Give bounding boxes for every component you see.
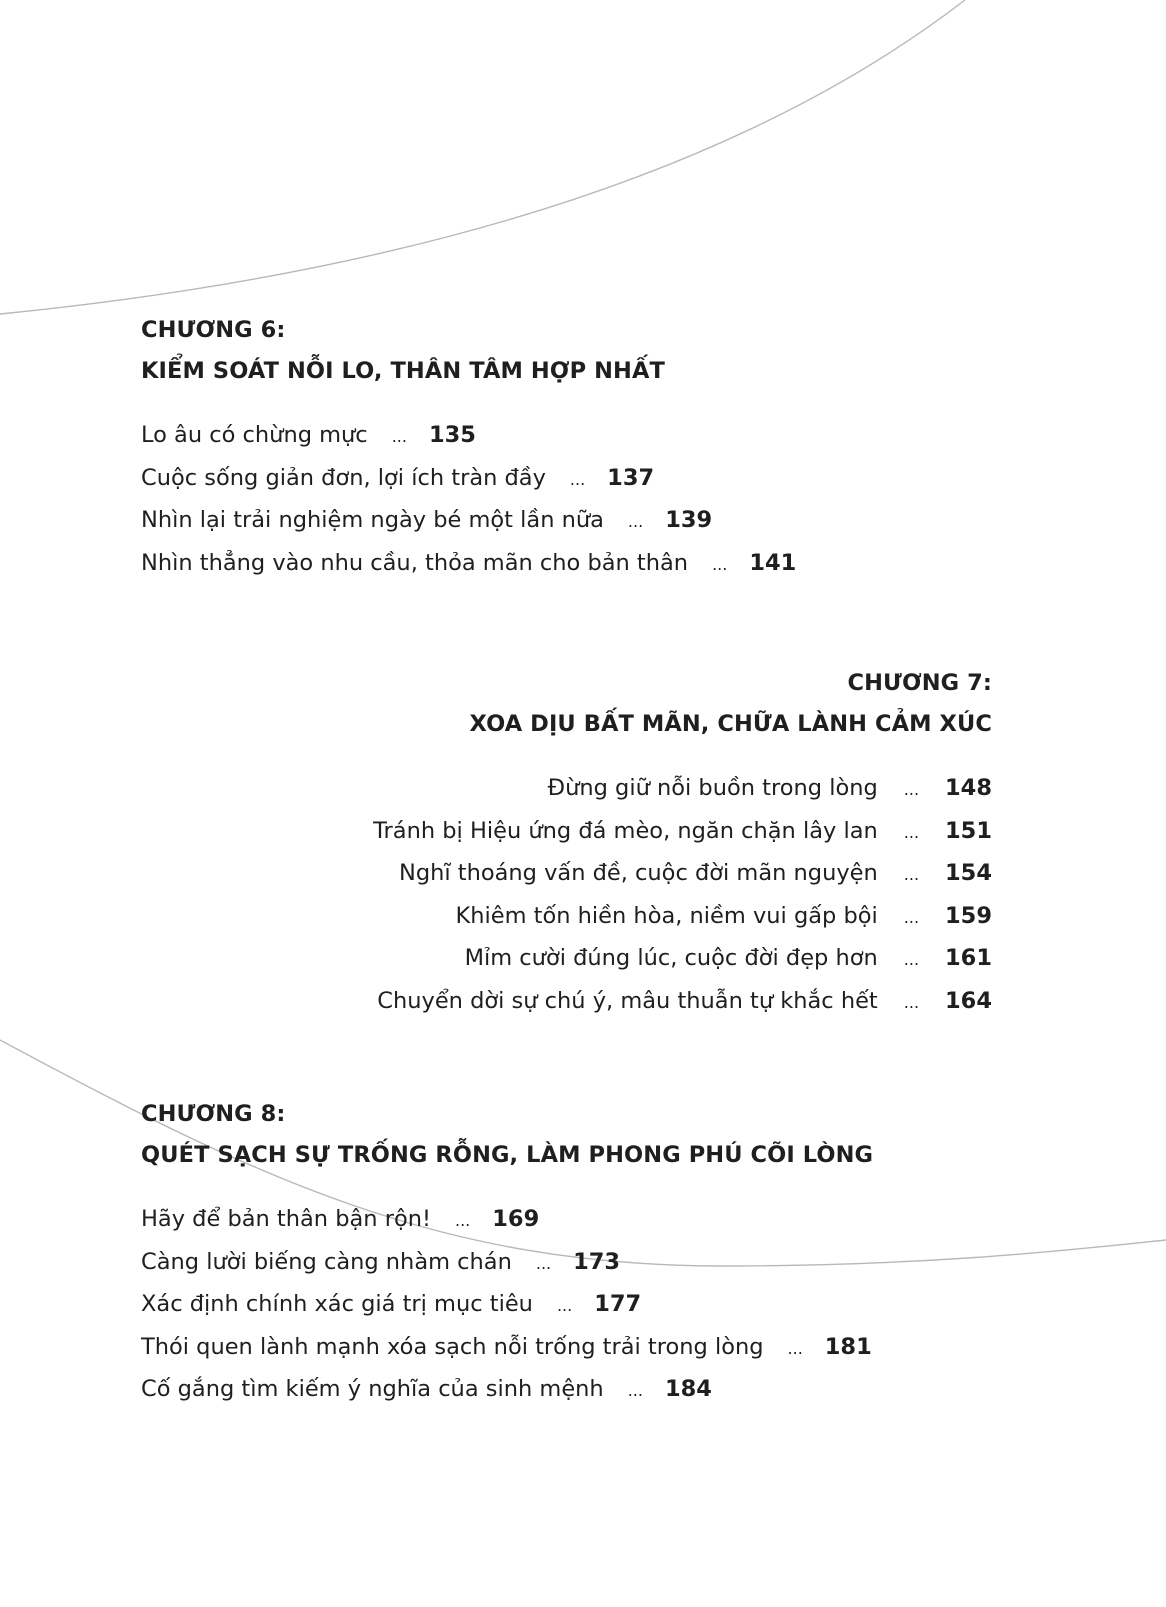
toc-entry[interactable]: [141, 543, 796, 586]
toc-page-number: 164: [945, 987, 992, 1014]
toc-page-number: 139: [665, 507, 713, 534]
toc-page-number: 181: [824, 1333, 872, 1360]
toc-leader: ...: [903, 907, 920, 927]
toc-leader: ...: [535, 1253, 552, 1273]
toc-page-number: 137: [607, 464, 655, 491]
toc-leader: ...: [627, 1381, 643, 1401]
chapter-title: QUÉT SẠCH SỰ TRỐNG RỖNG, LÀM PHONG PHÚ CÕI LÒNG: [141, 1142, 874, 1168]
toc-leader: ...: [903, 950, 920, 970]
toc-page-number: 159: [945, 902, 992, 929]
toc-entry-title: Tránh bị Hiệu ứng đá mèo, ngăn chặn lây lan: [373, 817, 878, 844]
toc-entry-title: Nghĩ thoáng vấn đề, cuộc đời mãn nguyện: [399, 860, 878, 887]
toc-page-number: 154: [945, 860, 992, 887]
toc-entry[interactable]: [373, 981, 992, 1024]
toc-entry[interactable]: [373, 811, 992, 854]
toc-list: [141, 415, 796, 585]
toc-entry-title: Mỉm cười đúng lúc, cuộc đời đẹp hơn: [464, 945, 878, 972]
chapter-7-section: [373, 663, 992, 1024]
toc-leader: ...: [556, 1296, 573, 1316]
toc-page-number: 141: [749, 549, 797, 576]
toc-entry-title: Lo âu có chừng mực: [141, 422, 368, 448]
toc-leader: ...: [787, 1338, 803, 1358]
toc-entry[interactable]: [141, 415, 796, 458]
chapter-label: CHƯƠNG 8:: [141, 1101, 286, 1127]
toc-entry[interactable]: [373, 768, 992, 811]
toc-entry-title: Xác định chính xác giá trị mục tiêu: [141, 1291, 533, 1318]
toc-page-number: 161: [945, 945, 992, 972]
toc-entry-title: Cố gắng tìm kiếm ý nghĩa của sinh mệnh: [141, 1376, 604, 1403]
toc-entry[interactable]: [141, 1199, 873, 1242]
toc-entry[interactable]: [141, 458, 796, 501]
toc-entry[interactable]: [141, 500, 796, 543]
toc-list: [141, 1199, 873, 1412]
chapter-8-section: [141, 1094, 873, 1412]
chapter-label: CHƯƠNG 7:: [847, 670, 992, 696]
toc-page-number: 148: [945, 775, 992, 801]
toc-entry[interactable]: [373, 853, 992, 896]
toc-entry[interactable]: [373, 896, 992, 939]
toc-leader: ...: [391, 427, 407, 446]
toc-entry[interactable]: [141, 1242, 873, 1285]
chapter-6-section: [141, 310, 796, 585]
toc-page-number: 177: [594, 1291, 642, 1318]
toc-leader: ...: [903, 992, 920, 1012]
toc-entry-title: Cuộc sống giản đơn, lợi ích tràn đầy: [141, 464, 546, 491]
top-arc-line: [0, 0, 965, 314]
toc-entry-title: Nhìn lại trải nghiệm ngày bé một lần nữa: [141, 507, 604, 534]
toc-entry-title: Đừng giữ nỗi buồn trong lòng: [547, 775, 878, 801]
toc-leader: ...: [903, 865, 920, 885]
toc-list: [373, 768, 992, 1024]
toc-leader: ...: [569, 469, 586, 489]
chapter-title: XOA DỊU BẤT MÃN, CHỮA LÀNH CẢM XÚC: [469, 711, 992, 737]
toc-leader: ...: [455, 1211, 471, 1230]
toc-entry[interactable]: [141, 1284, 873, 1327]
toc-page-number: 184: [664, 1376, 712, 1403]
toc-page-number: 135: [428, 422, 476, 448]
toc-page-number: 151: [945, 817, 992, 844]
toc-entry[interactable]: [373, 938, 992, 981]
toc-entry-title: Chuyển dời sự chú ý, mâu thuẫn tự khắc hết: [377, 987, 878, 1014]
toc-entry-title: Thói quen lành mạnh xóa sạch nỗi trống trải trong lòng: [141, 1333, 764, 1360]
toc-leader: ...: [903, 822, 920, 842]
toc-entry-title: Nhìn thẳng vào nhu cầu, thỏa mãn cho bản thân: [141, 549, 689, 576]
toc-leader: ...: [712, 554, 728, 574]
toc-entry-title: Càng lười biếng càng nhàm chán: [141, 1248, 512, 1275]
toc-entry-title: Khiêm tốn hiền hòa, niềm vui gấp bội: [455, 902, 878, 929]
toc-page-number: 169: [492, 1206, 540, 1232]
toc-entry[interactable]: [141, 1369, 873, 1412]
chapter-label: CHƯƠNG 6:: [141, 317, 286, 343]
toc-entry-title: Hãy để bản thân bận rộn!: [141, 1206, 431, 1232]
toc-page-number: 173: [573, 1248, 621, 1275]
chapter-title: KIỂM SOÁT NỖI LO, THÂN TÂM HỢP NHẤT: [141, 358, 665, 384]
toc-leader: ...: [627, 512, 644, 532]
toc-entry[interactable]: [141, 1327, 873, 1370]
toc-leader: ...: [903, 780, 920, 799]
